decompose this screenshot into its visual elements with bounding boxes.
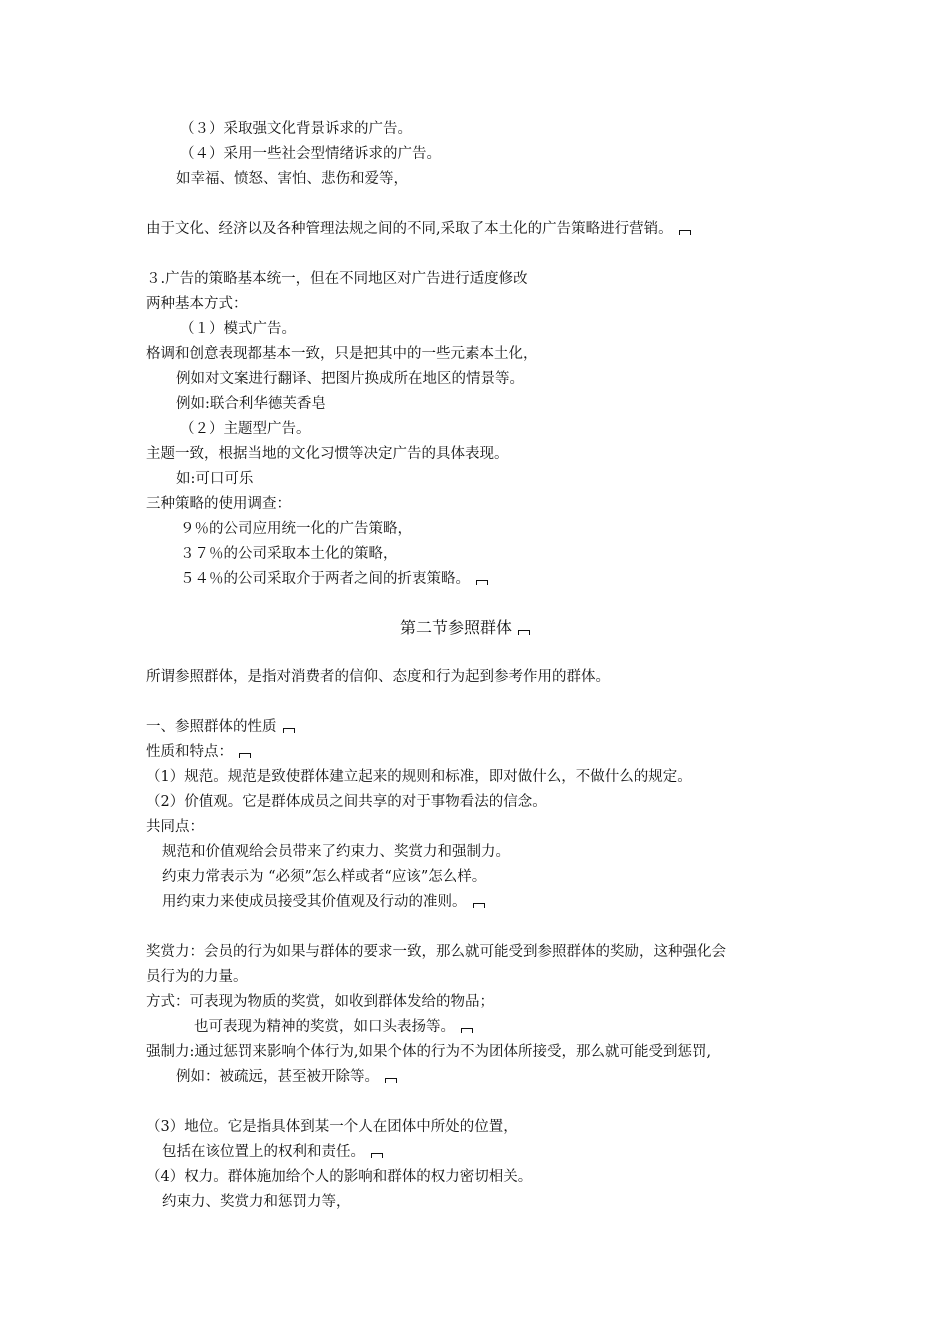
text-line: [176, 169, 408, 189]
text-line: [146, 494, 291, 514]
paragraph-mark-icon: [371, 1153, 383, 1158]
line-text: 一、参照群体的性质: [146, 719, 277, 735]
paragraph-mark-icon: [679, 230, 691, 235]
line-text: （2）价值观。它是群体成员之间共享的对于事物看法的信念。: [146, 794, 547, 810]
text-line: [146, 667, 610, 687]
text-line: [146, 1117, 518, 1137]
line-text: （２）主题型广告。: [180, 421, 311, 437]
line-text: （4）权力。群体施加给个人的影响和群体的权力密切相关。: [146, 1169, 533, 1185]
text-line: [180, 519, 412, 539]
text-line: [180, 569, 488, 589]
text-line: [146, 817, 204, 837]
paragraph-mark-icon: [518, 630, 530, 635]
line-text: 如幸福、愤怒、害怕、悲伤和爱等，: [176, 171, 408, 187]
line-text: 包括在该位置上的权利和责任。: [162, 1144, 365, 1160]
line-text: 共同点：: [146, 819, 204, 835]
text-line: [180, 544, 398, 564]
line-text: （3）地位。它是指具体到某一个人在团体中所处的位置，: [146, 1119, 518, 1135]
text-line: [162, 867, 486, 887]
paragraph-mark-icon: [385, 1078, 397, 1083]
line-text: 奖赏力：会员的行为如果与群体的要求一致，那么就可能受到参照群体的奖励，这种强化会: [146, 944, 726, 960]
line-text: 如:可口可乐: [176, 471, 254, 487]
line-text: 例如对文案进行翻译、把图片换成所在地区的情景等。: [176, 371, 524, 387]
line-text: （１）模式广告。: [180, 321, 296, 337]
text-line: [180, 119, 412, 139]
line-text: 两种基本方式：: [146, 296, 248, 312]
text-line: [180, 319, 296, 339]
text-line: [180, 419, 311, 439]
line-text: 由于文化、经济以及各种管理法规之间的不同,采取了本土化的广告策略进行营销。: [146, 221, 673, 237]
text-line: [176, 394, 326, 414]
text-line: [176, 1067, 397, 1087]
text-line: [146, 967, 248, 987]
text-line: [146, 992, 494, 1012]
section-heading: [400, 618, 530, 638]
line-text: ９％的公司应用统一化的广告策略，: [180, 521, 412, 537]
text-line: [146, 742, 251, 762]
text-line: [180, 144, 441, 164]
text-line: [146, 1167, 532, 1187]
line-text: （1）规范。规范是致使群体建立起来的规则和标准，即对做什么，不做什么的规定。: [146, 769, 692, 785]
text-line: [146, 444, 509, 464]
line-text: 规范和价值观给会员带来了约束力、奖赏力和强制力。: [162, 844, 510, 860]
text-line: [146, 792, 547, 812]
line-text: （４）采用一些社会型情绪诉求的广告。: [180, 146, 441, 162]
line-text: 强制力:通过惩罚来影响个体行为,如果个体的行为不为团体所接受，那么就可能受到惩罚,: [146, 1044, 712, 1060]
paragraph-mark-icon: [239, 753, 251, 758]
text-line: [146, 767, 692, 787]
paragraph-mark-icon: [283, 728, 295, 733]
line-text: 员行为的力量。: [146, 969, 248, 985]
line-text: 约束力、奖赏力和惩罚力等，: [162, 1194, 351, 1210]
line-text: 约束力常表示为 “必须”怎么样或者“应该”怎么样。: [162, 869, 487, 885]
paragraph-mark-icon: [473, 903, 485, 908]
text-line: [162, 1142, 383, 1162]
text-line: [194, 1017, 473, 1037]
line-text: 例如:联合利华德芙香皂: [176, 396, 326, 412]
text-line: [146, 269, 528, 289]
line-text: 主题一致，根据当地的文化习惯等决定广告的具体表现。: [146, 446, 509, 462]
text-line: [146, 294, 248, 314]
text-line: [146, 1042, 711, 1062]
text-line: [162, 892, 485, 912]
paragraph-mark-icon: [476, 580, 488, 585]
line-text: 方式：可表现为物质的奖赏，如收到群体发给的物品；: [146, 994, 494, 1010]
line-text: 性质和特点：: [146, 744, 233, 760]
line-text: 也可表现为精神的奖赏，如口头表扬等。: [194, 1019, 455, 1035]
text-line: [176, 369, 524, 389]
text-line: [162, 1192, 351, 1212]
text-line: [146, 717, 295, 737]
line-text: 例如：被疏远，甚至被开除等。: [176, 1069, 379, 1085]
line-text: 三种策略的使用调查：: [146, 496, 291, 512]
line-text: ３７％的公司采取本土化的策略，: [180, 546, 398, 562]
line-text: 格调和创意表现都基本一致，只是把其中的一些元素本土化，: [146, 346, 538, 362]
text-line: [146, 219, 691, 239]
text-line: [162, 842, 510, 862]
heading-text: 第二节参照群体: [400, 618, 513, 637]
paragraph-mark-icon: [461, 1028, 473, 1033]
line-text: （３）采取强文化背景诉求的广告。: [180, 121, 412, 137]
text-line: [146, 344, 538, 364]
text-line: [146, 942, 726, 962]
line-text: 用约束力来使成员接受其价值观及行动的准则。: [162, 894, 467, 910]
line-text: ３.广告的策略基本统一，但在不同地区对广告进行适度修改: [146, 271, 528, 287]
text-line: [176, 469, 253, 489]
line-text: 所谓参照群体，是指对消费者的信仰、态度和行为起到参考作用的群体。: [146, 669, 610, 685]
line-text: ５４％的公司采取介于两者之间的折衷策略。: [180, 571, 470, 587]
